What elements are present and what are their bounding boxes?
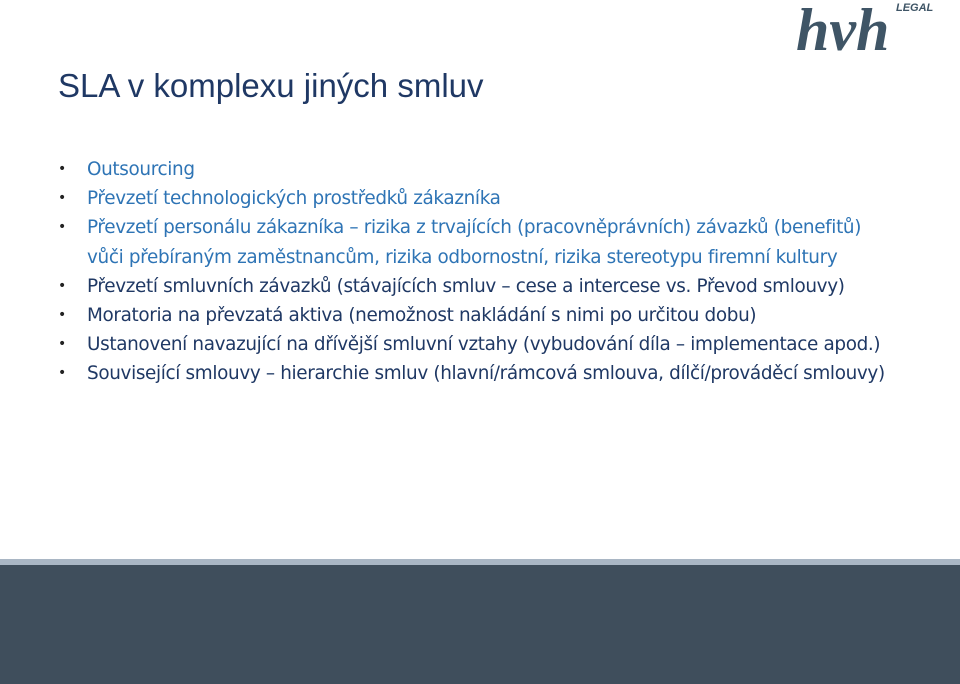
list-item: • Ustanovení navazující na dřívější smluvní vztahy (vybudování díla – implementace apod.) bbox=[58, 330, 888, 359]
bullet-icon: • bbox=[58, 190, 66, 207]
page-title: SLA v komplexu jiných smluv bbox=[58, 67, 484, 104]
bullet-icon: • bbox=[58, 307, 66, 324]
list-item: • Související smlouvy – hierarchie smluv (hlavní/rámcová smlouva, dílčí/prováděcí smlouvy) bbox=[58, 359, 888, 388]
bullet-icon: • bbox=[58, 219, 66, 236]
list-item: • Převzetí technologických prostředků zákazníka bbox=[58, 184, 888, 213]
footer-band bbox=[0, 565, 960, 684]
hvh-legal-logo bbox=[790, 0, 940, 62]
logo-text: hvh bbox=[796, 0, 890, 62]
list-item: • Převzetí personálu zákazníka – rizika z trvajících (pracovněprávních) závazků (benefitů) vůči přebíraným zaměstnancům, rizika odbornostní, rizika stereotypu firemní kultury bbox=[58, 213, 888, 271]
logo-sub: LEGAL bbox=[896, 2, 934, 14]
bullet-list bbox=[58, 155, 888, 389]
list-item: • Moratoria na převzatá aktiva (nemožnost nakládání s nimi po určitou dobu) bbox=[58, 301, 888, 330]
bullet-icon: • bbox=[58, 277, 66, 294]
list-item: • Outsourcing bbox=[58, 155, 888, 184]
bullet-icon: • bbox=[58, 365, 66, 382]
bullet-icon: • bbox=[58, 336, 66, 353]
bullet-icon: • bbox=[58, 161, 66, 177]
list-item: • Převzetí smluvních závazků (stávajících smluv – cese a intercese vs. Převod smlouvy) bbox=[58, 272, 888, 301]
